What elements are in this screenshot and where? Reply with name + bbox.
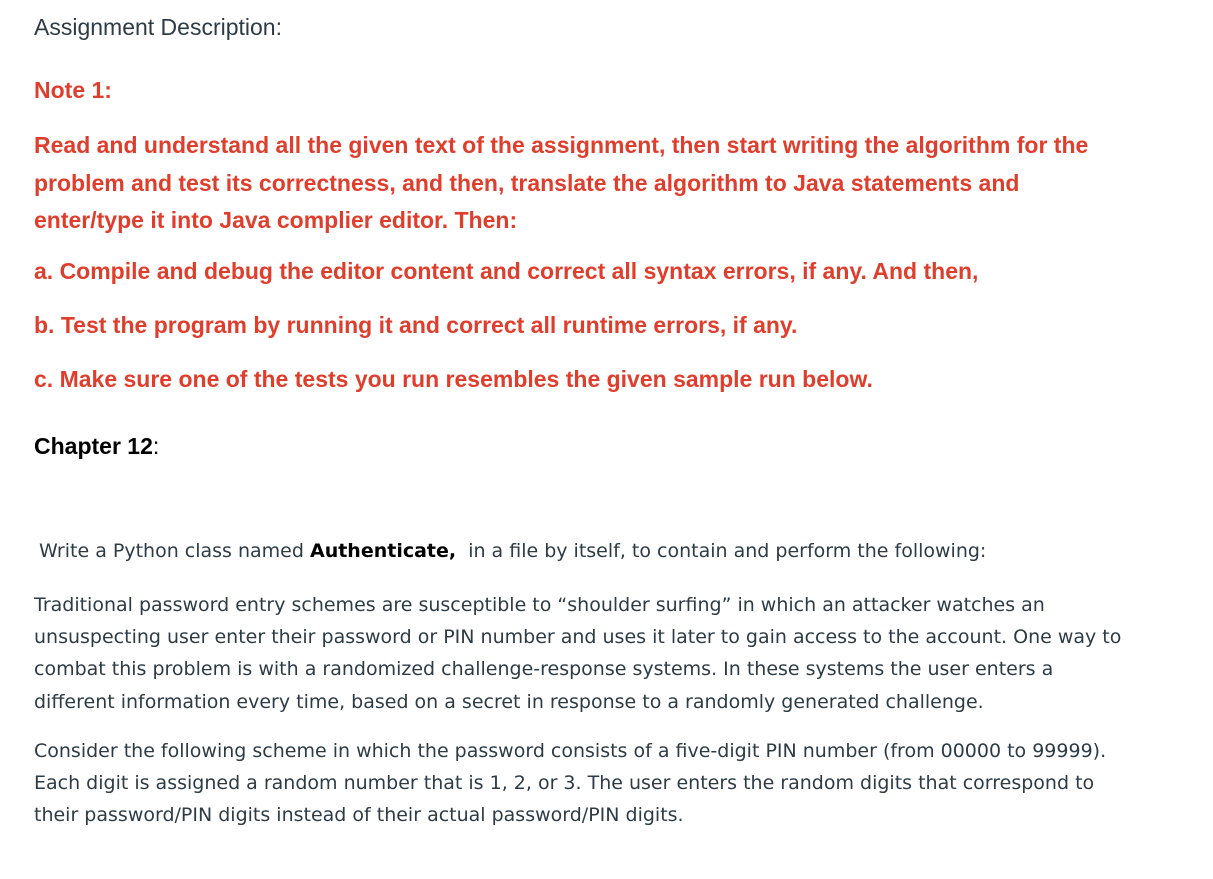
page-heading: Assignment Description: xyxy=(34,14,282,40)
class-name: Authenticate, xyxy=(309,540,457,562)
intro-sentence xyxy=(39,540,986,562)
note-step-c: c. Make sure one of the tests you run resembles the given sample run below. xyxy=(34,366,873,392)
note-step-b: b. Test the program by running it and correct all runtime errors, if any. xyxy=(34,312,798,338)
chapter-heading xyxy=(34,433,159,460)
chapter-label: Chapter 12 xyxy=(34,433,153,459)
note-body: Read and understand all the given text of the assignment, then start writing the algorithm for the problem and test its correctness, and then, translate the algorithm to Java statements and enter/type it into Java complier editor. Then: xyxy=(34,132,1089,233)
note-title: Note 1: xyxy=(34,77,112,103)
intro-after: in a file by itself, to contain and perform the following: xyxy=(456,540,987,562)
intro-before: Write a Python class named xyxy=(39,540,310,562)
chapter-suffix: : xyxy=(152,433,160,459)
note-step-a: a. Compile and debug the editor content and correct all syntax errors, if any. And then, xyxy=(34,258,979,284)
paragraph-shoulder-surfing: Traditional password entry schemes are susceptible to “shoulder surfing” in which an attacker watches an unsuspecting user enter their password or PIN number and uses it later to gain access to the account. One way to combat this problem is with a randomized challenge-response systems. In these systems the user enters a different information every time, based on a secret in response to a randomly generated challenge. xyxy=(34,594,1122,713)
paragraph-pin-scheme: Consider the following scheme in which the password consists of a five-digit PIN number (from 00000 to 99999). Each digit is assigned a random number that is 1, 2, or 3. The user enters the random digits that correspond to their password/PIN digits instead of their actual password/PIN digits. xyxy=(34,740,1107,827)
